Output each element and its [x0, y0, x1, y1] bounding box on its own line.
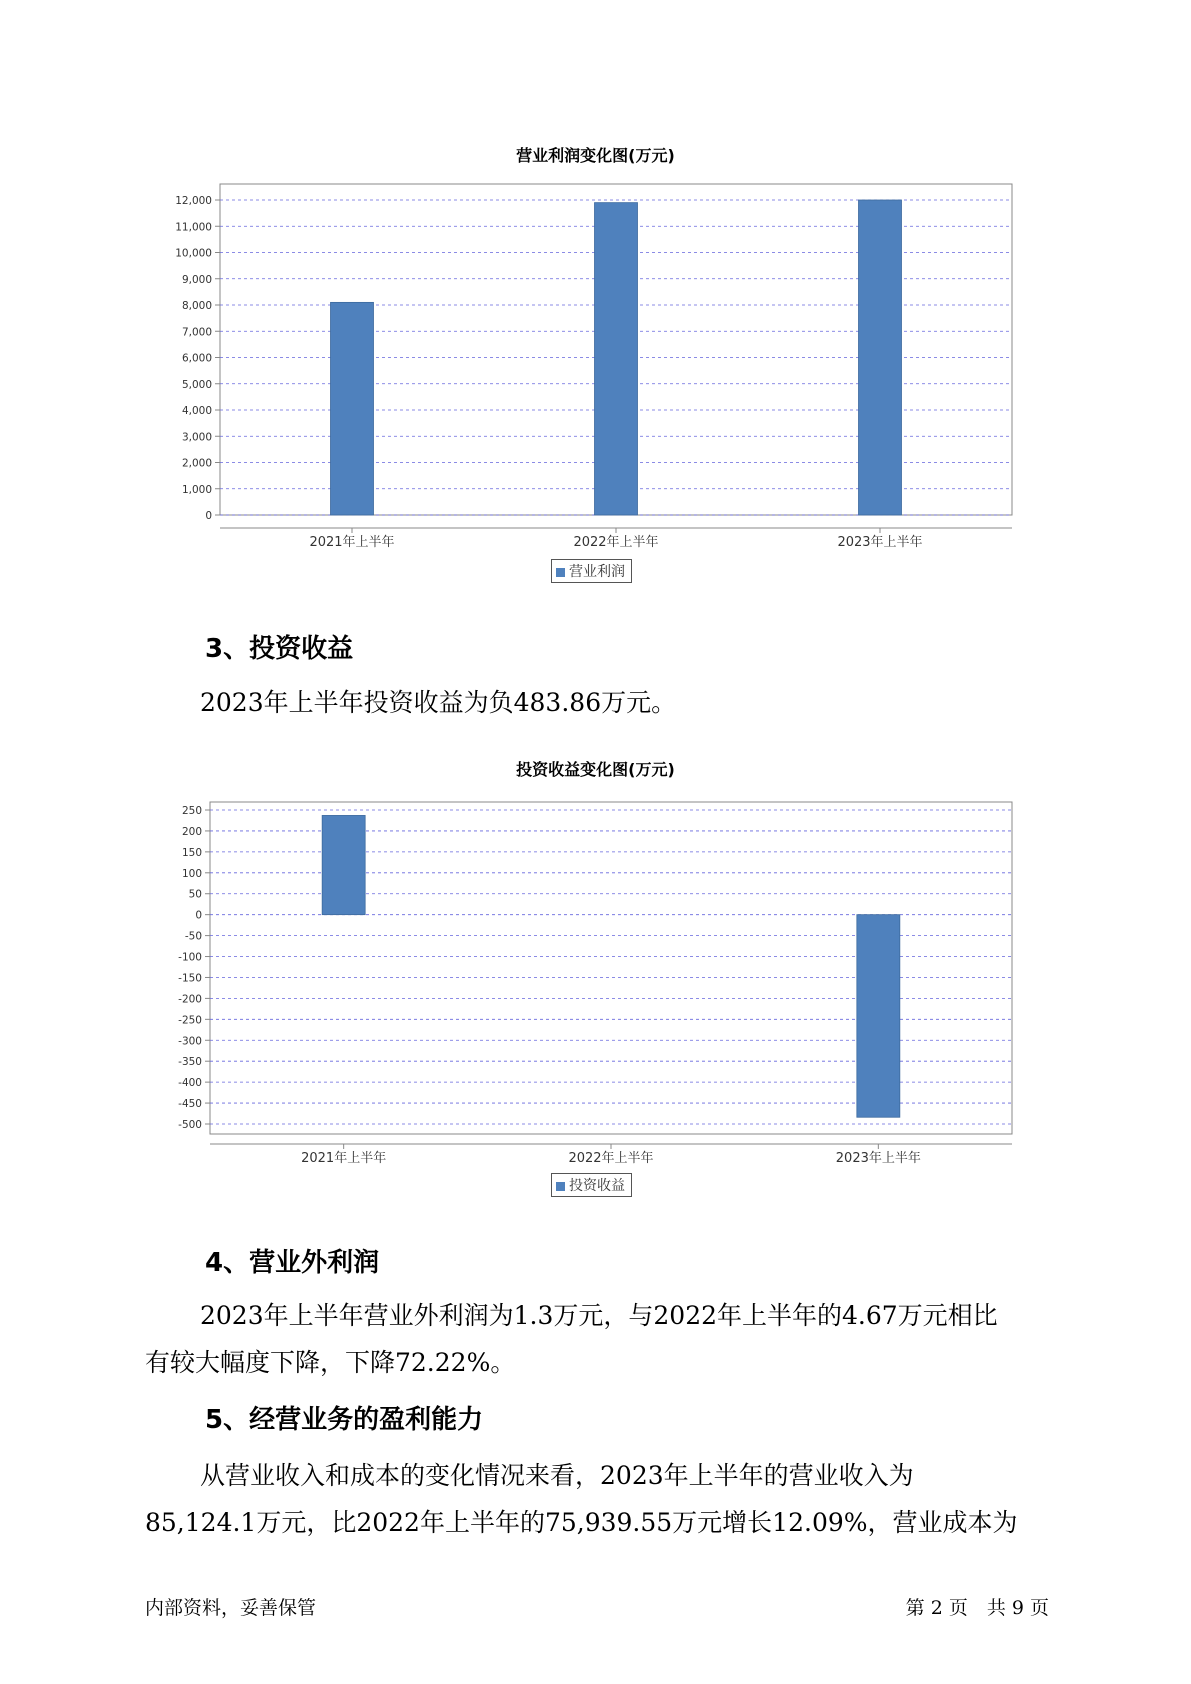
- section4-heading: 4、营业外利润: [205, 1248, 380, 1278]
- chart2-title: 投资收益变化图(万元): [516, 760, 675, 779]
- chart1-title: 营业利润变化图(万元): [516, 146, 675, 165]
- section5-paragraph: [145, 1452, 1065, 1546]
- section3-heading: 3、投资收益: [205, 634, 354, 664]
- chart1-legend-label: 营业利润: [569, 564, 625, 580]
- y-tick-label: 2,000: [181, 457, 212, 470]
- y-tick-label: 8,000: [181, 300, 212, 312]
- y-tick-label: 150: [181, 846, 202, 859]
- y-tick-label: -250: [178, 1014, 202, 1027]
- y-tick-label: -450: [178, 1098, 202, 1111]
- section5-heading: 5、经营业务的盈利能力: [205, 1405, 484, 1435]
- chart2-legend: [551, 1173, 632, 1197]
- bar: [322, 815, 365, 914]
- y-tick-label: 0: [205, 510, 212, 522]
- bar: [859, 200, 902, 515]
- x-tick-label: 2022年上半年: [573, 535, 659, 550]
- y-tick-label: 200: [181, 825, 202, 838]
- y-tick-label: 3,000: [181, 431, 212, 444]
- bar: [857, 915, 900, 1118]
- y-tick-label: -300: [178, 1035, 202, 1048]
- y-tick-label: 4,000: [181, 405, 212, 417]
- x-tick-label: 2023年上半年: [837, 535, 923, 550]
- y-tick-label: 9,000: [181, 273, 212, 286]
- y-tick-label: -500: [178, 1119, 202, 1131]
- section4-line1: 2023年上半年营业外利润为1.3万元，与2022年上半年的4.67万元相比: [200, 1301, 998, 1330]
- y-tick-label: 12,000: [175, 195, 212, 207]
- bar: [331, 302, 374, 515]
- section3-paragraph: [145, 679, 1065, 726]
- bar: [595, 203, 638, 515]
- y-tick-label: 0: [195, 909, 202, 922]
- operating-profit-chart: [0, 170, 1191, 550]
- footer-page-number: 第 2 页 共 9 页: [905, 1597, 1049, 1619]
- y-tick-label: -350: [178, 1056, 202, 1069]
- section4-paragraph: [145, 1292, 1065, 1386]
- y-tick-label: 1,000: [181, 483, 212, 496]
- legend-swatch: [556, 568, 565, 577]
- section5-line1: 从营业收入和成本的变化情况来看，2023年上半年的营业收入为: [200, 1461, 914, 1490]
- x-tick-label: 2022年上半年: [568, 1151, 654, 1166]
- x-tick-label: 2021年上半年: [301, 1151, 387, 1166]
- x-tick-label: 2021年上半年: [309, 535, 395, 550]
- y-tick-label: 7,000: [181, 326, 212, 339]
- y-tick-label: -150: [178, 972, 202, 985]
- y-tick-label: 11,000: [175, 221, 212, 234]
- section4-line2: 有较大幅度下降，下降72.22%。: [145, 1348, 516, 1377]
- legend-swatch: [556, 1182, 565, 1191]
- y-tick-label: 50: [188, 888, 202, 901]
- chart1-legend: [551, 559, 632, 583]
- y-tick-label: -400: [178, 1077, 202, 1090]
- y-tick-label: -100: [178, 951, 202, 964]
- y-tick-label: -200: [178, 993, 202, 1006]
- section3-text: 2023年上半年投资收益为负483.86万元。: [200, 688, 677, 717]
- y-tick-label: -50: [184, 930, 202, 943]
- x-tick-label: 2023年上半年: [835, 1151, 921, 1166]
- section5-line2: 85,124.1万元，比2022年上半年的75,939.55万元增长12.09%，营业成本为: [145, 1508, 1018, 1537]
- footer-left: 内部资料，妥善保管: [145, 1597, 317, 1619]
- y-tick-label: 5,000: [181, 378, 212, 391]
- chart2-legend-label: 投资收益: [569, 1178, 625, 1194]
- y-tick-label: 100: [181, 867, 202, 880]
- y-tick-label: 10,000: [175, 247, 212, 260]
- investment-income-chart: [0, 790, 1191, 1166]
- y-tick-label: 6,000: [181, 352, 212, 365]
- y-tick-label: 250: [181, 805, 202, 817]
